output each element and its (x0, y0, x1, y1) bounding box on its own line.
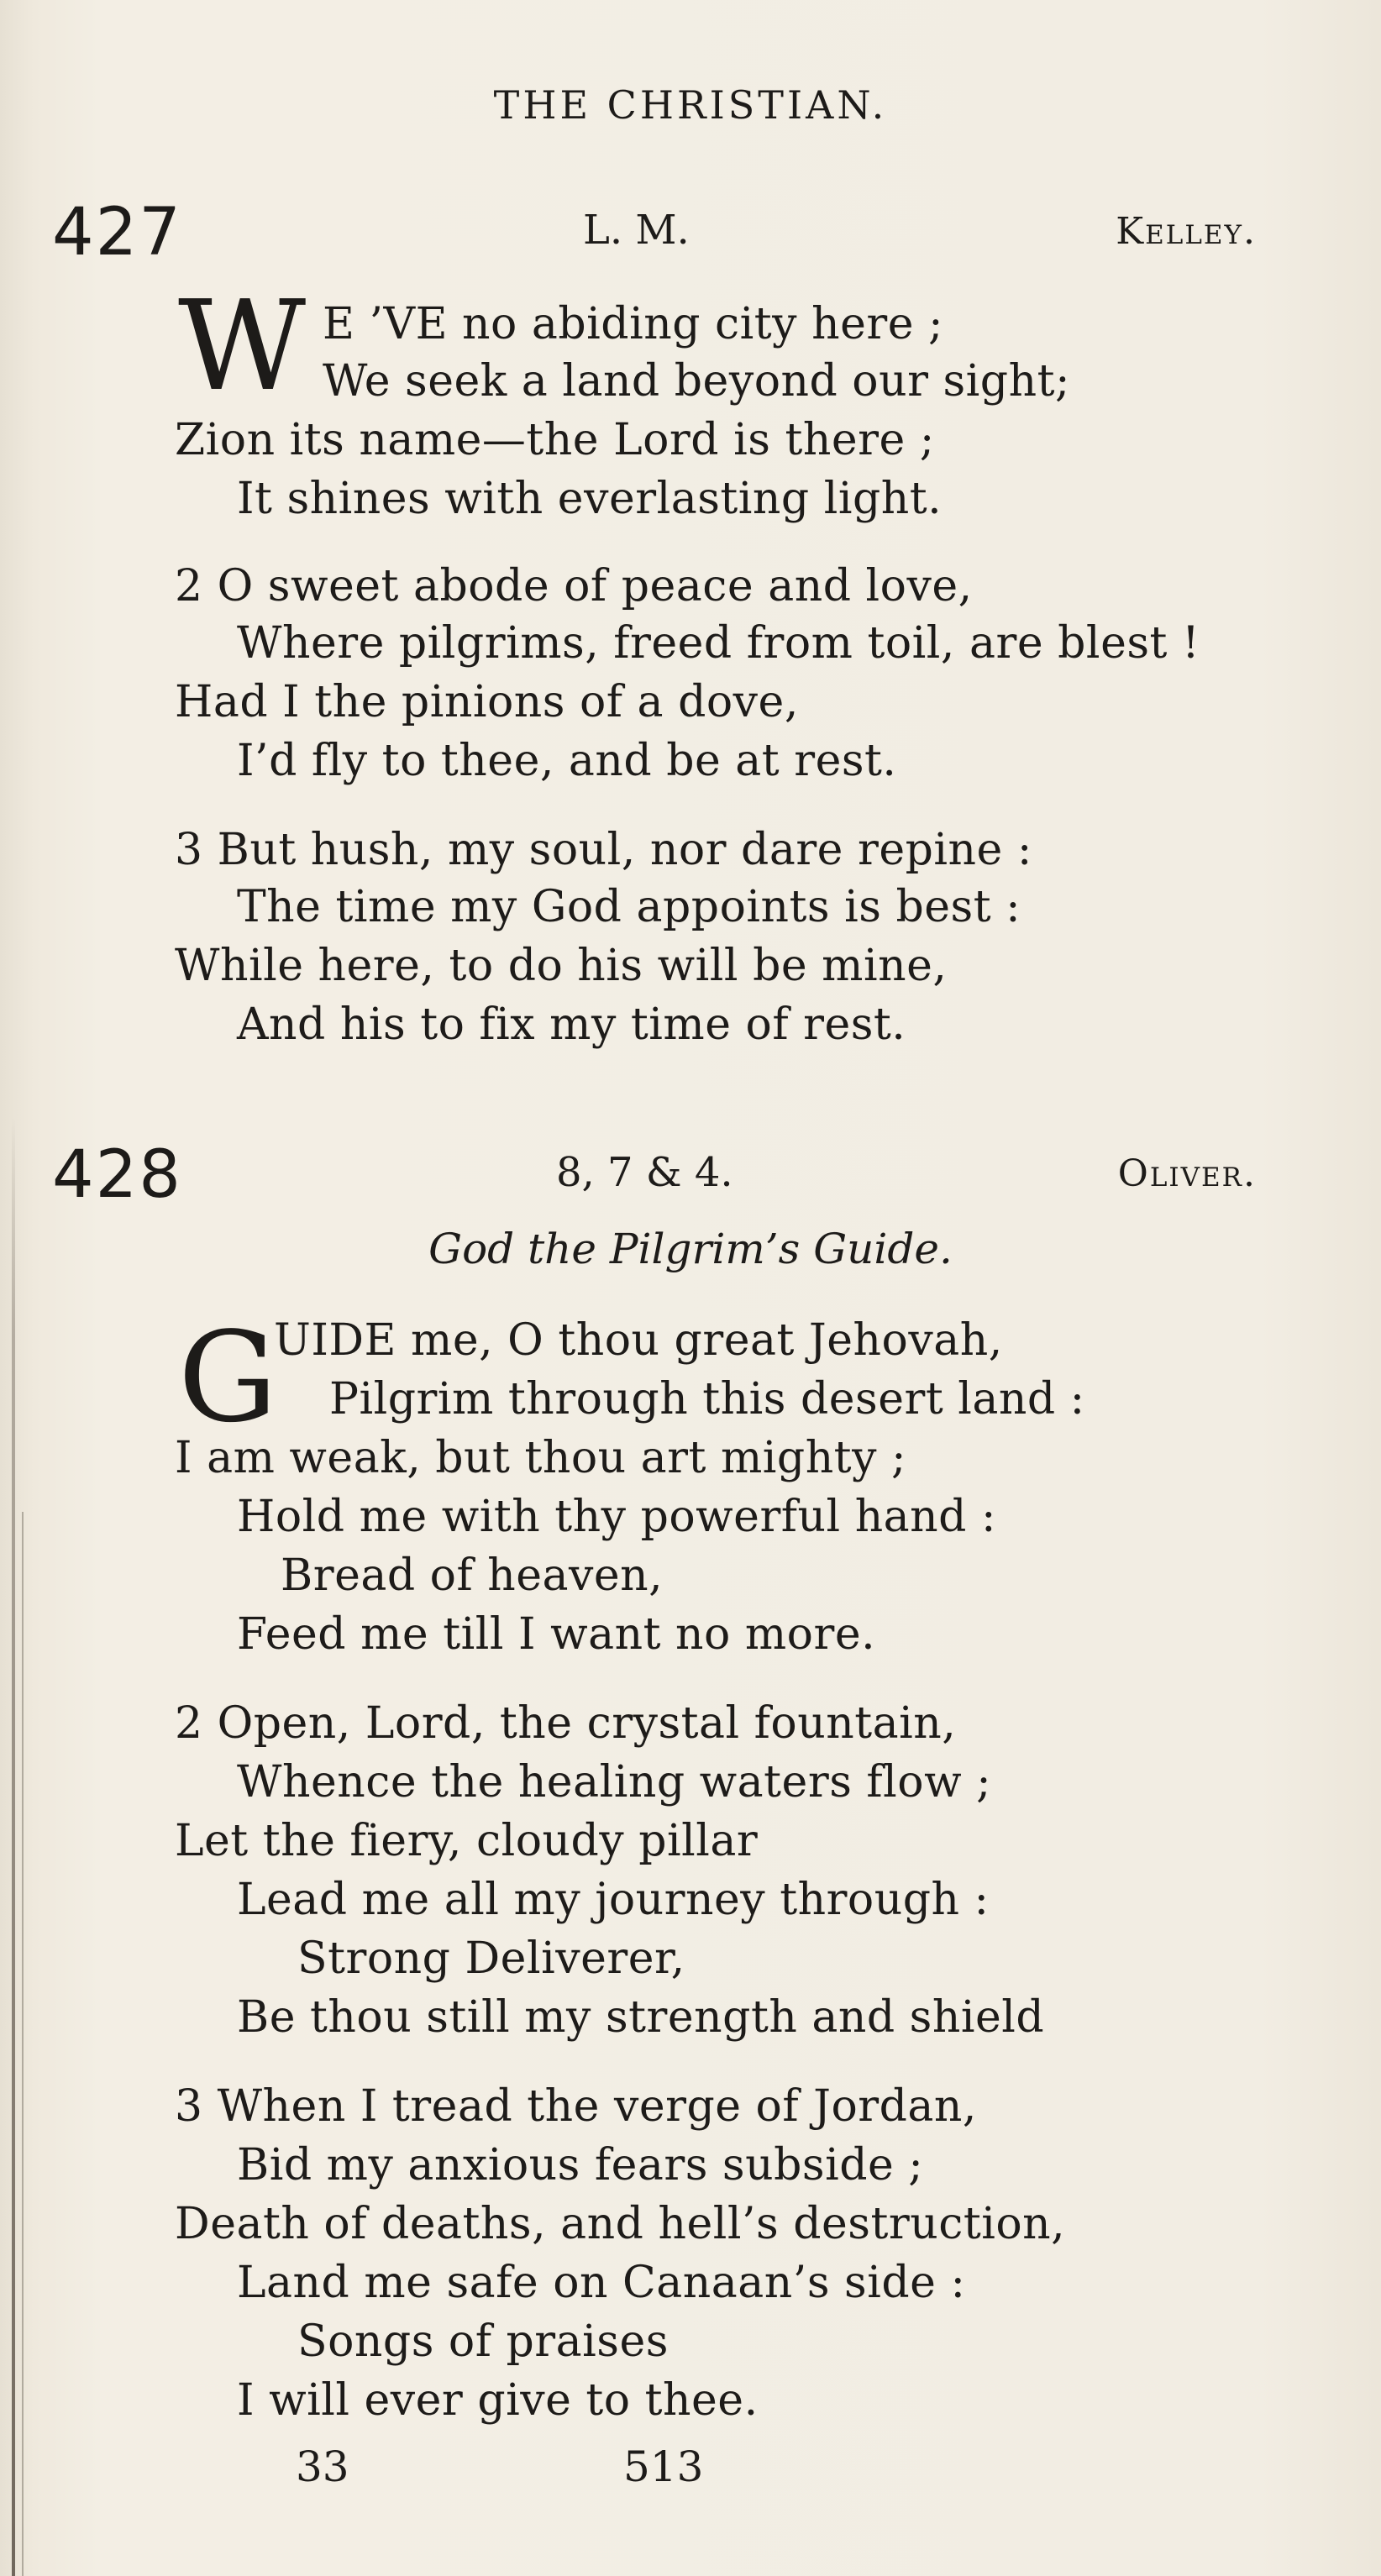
verse-line: Be thou still my strength and shield (237, 1992, 1045, 2043)
verse-line: Land me safe on Canaan’s side : (237, 2258, 966, 2308)
hymn-author: Kelley. (1116, 210, 1257, 253)
verse-line: Hold me with thy powerful hand : (237, 1492, 997, 1542)
verse-line: Strong Deliverer, (297, 1933, 685, 1984)
binding-edge (12, 1117, 15, 2576)
verse-line: Whence the healing waters flow ; (237, 1757, 992, 1807)
verse-line: Zion its name—the Lord is there ; (175, 415, 935, 465)
hymn-author: Oliver. (1117, 1152, 1257, 1195)
verse-line: And his to fix my time of rest. (237, 999, 906, 1050)
verse-line: I am weak, but thou art mighty ; (175, 1433, 907, 1483)
hymn-428-header (0, 1137, 1381, 1213)
verse-line: I will ever give to thee. (237, 2375, 759, 2426)
verse-line: 3 But hush, my soul, nor dare repine : (175, 825, 1032, 875)
verse-line: E ’VE no abiding city here ; (323, 299, 944, 349)
verse-line: 3 When I tread the verge of Jordan, (175, 2081, 977, 2132)
verse-line: Songs of praises (297, 2316, 669, 2367)
page-number: 513 (623, 2442, 704, 2491)
verse-line: Pilgrim through this desert land : (329, 1374, 1085, 1424)
drop-cap: G (178, 1305, 278, 1450)
verse-line: Where pilgrims, freed from toil, are blest ! (237, 618, 1200, 669)
hymn-number: 428 (52, 1137, 182, 1213)
verse-line: Let the fiery, cloudy pillar (175, 1816, 759, 1866)
verse-line: I’d fly to thee, and be at rest. (237, 736, 897, 786)
verse-line: We seek a land beyond our sight; (323, 356, 1070, 407)
running-head: THE CHRISTIAN. (493, 82, 888, 128)
verse-line: 2 Open, Lord, the crystal fountain, (175, 1698, 957, 1749)
hymn-427-header (0, 195, 1381, 270)
signature-mark: 33 (296, 2442, 349, 2491)
verse-line: Bread of heaven, (281, 1550, 664, 1601)
verse-line: While here, to do his will be mine, (175, 941, 948, 991)
verse-line: It shines with everlasting light. (237, 474, 943, 524)
drop-cap: W (178, 274, 307, 418)
hymn-number: 427 (52, 195, 182, 270)
verse-line: Feed me till I want no more. (237, 1609, 876, 1660)
verse-line: 2 O sweet abode of peace and love, (175, 561, 973, 611)
binding-edge-inner (22, 1512, 24, 2576)
verse-line: The time my God appoints is best : (237, 882, 1021, 932)
hymn-title: God the Pilgrim’s Guide. (428, 1225, 953, 1273)
hymn-meter: L. M. (583, 207, 690, 254)
hymn-meter: 8, 7 & 4. (556, 1149, 733, 1196)
verse-line: Had I the pinions of a dove, (175, 677, 799, 727)
verse-line: Lead me all my journey through : (237, 1875, 990, 1925)
verse-line: Bid my anxious fears subside ; (237, 2140, 924, 2190)
verse-line: UIDE me, O thou great Jehovah, (274, 1315, 1003, 1366)
verse-line: Death of deaths, and hell’s destruction, (175, 2199, 1066, 2249)
